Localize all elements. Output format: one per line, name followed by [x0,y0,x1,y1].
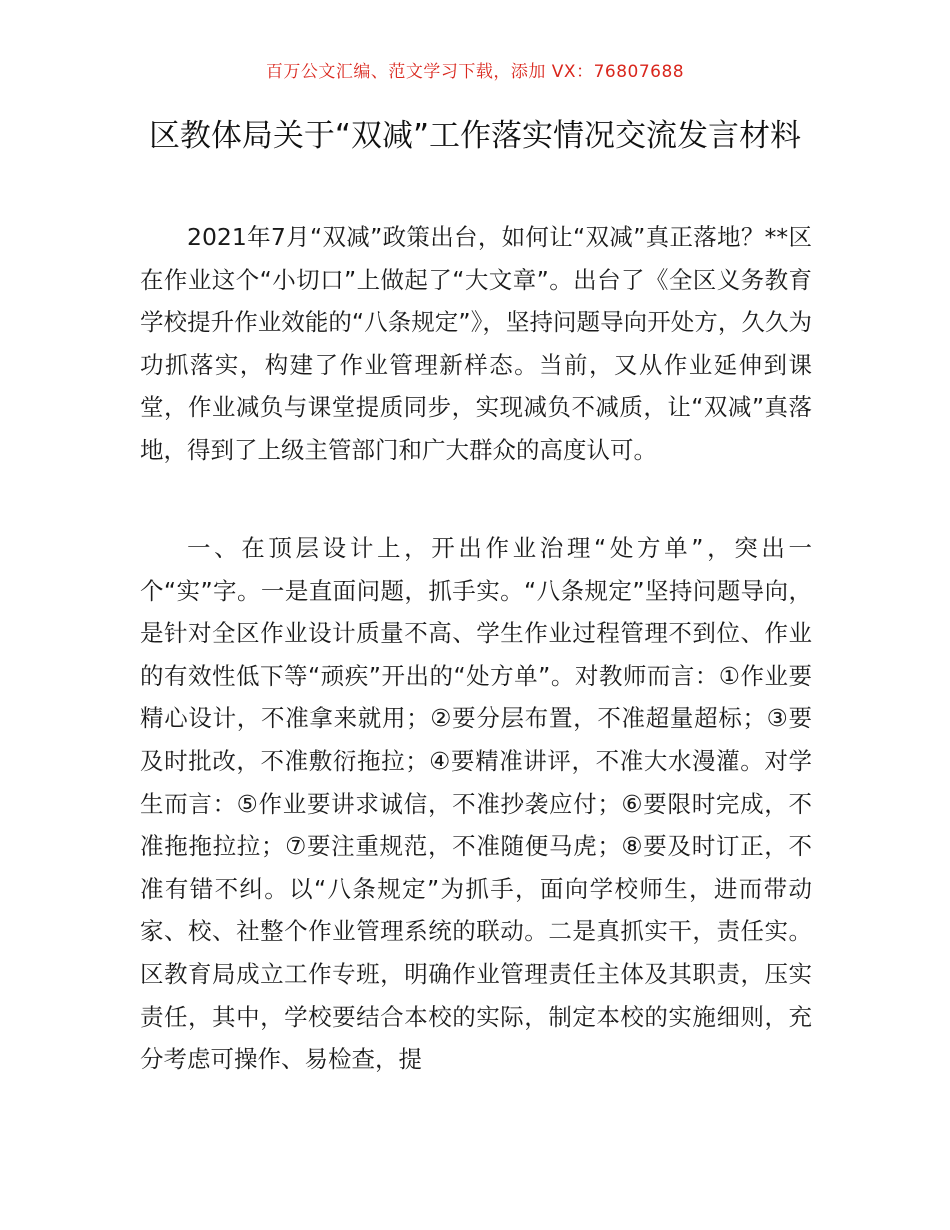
paragraph-section-one: 一、在顶层设计上，开出作业治理“处方单”，突出一个“实”字。一是直面问题，抓手实。“八条规定”坚持问题导向，是针对全区作业设计质量不高、学生作业过程管理不到位、作业的有效性低下等“顽疾”开出的“处方单”。对教师而言：①作业要精心设计，不准拿来就用；②要分层布置，不准超量超标；③要及时批改，不准敷衍拖拉；④要精准讲评，不准大水漫灌。对学生而言：⑤作业要讲求诚信，不准抄袭应付；⑥要限时完成，不准拖拖拉拉；⑦要注重规范，不准随便马虎；⑧要及时订正，不准有错不纠。以“八条规定”为抓手，面向学校师生，进而带动家、校、社整个作业管理系统的联动。二是真抓实干，责任实。区教育局成立工作专班，明确作业管理责任主体及其职责，压实责任，其中，学校要结合本校的实际，制定本校的实施细则，充分考虑可操作、易检查，提 [140,534,812,1074]
header-promo-note: 百万公文汇编、范文学习下载，添加 VX：76807688 [265,62,685,82]
document-title: 区教体局关于“双减”工作落实情况交流发言材料 [148,118,802,154]
paragraph-intro: 2021年7月“双减”政策出台，如何让“双减”真正落地？**区在作业这个“小切口”上做起了“大文章”。出台了《全区义务教育学校提升作业效能的“八条规定”》，坚持问题导向开处方，久久为功抓落实，构建了作业管理新样态。当前，又从作业延伸到课堂，作业减负与课堂提质同步，实现减负不减质，让“双减”真落地，得到了上级主管部门和广大群众的高度认可。 [140,223,812,464]
